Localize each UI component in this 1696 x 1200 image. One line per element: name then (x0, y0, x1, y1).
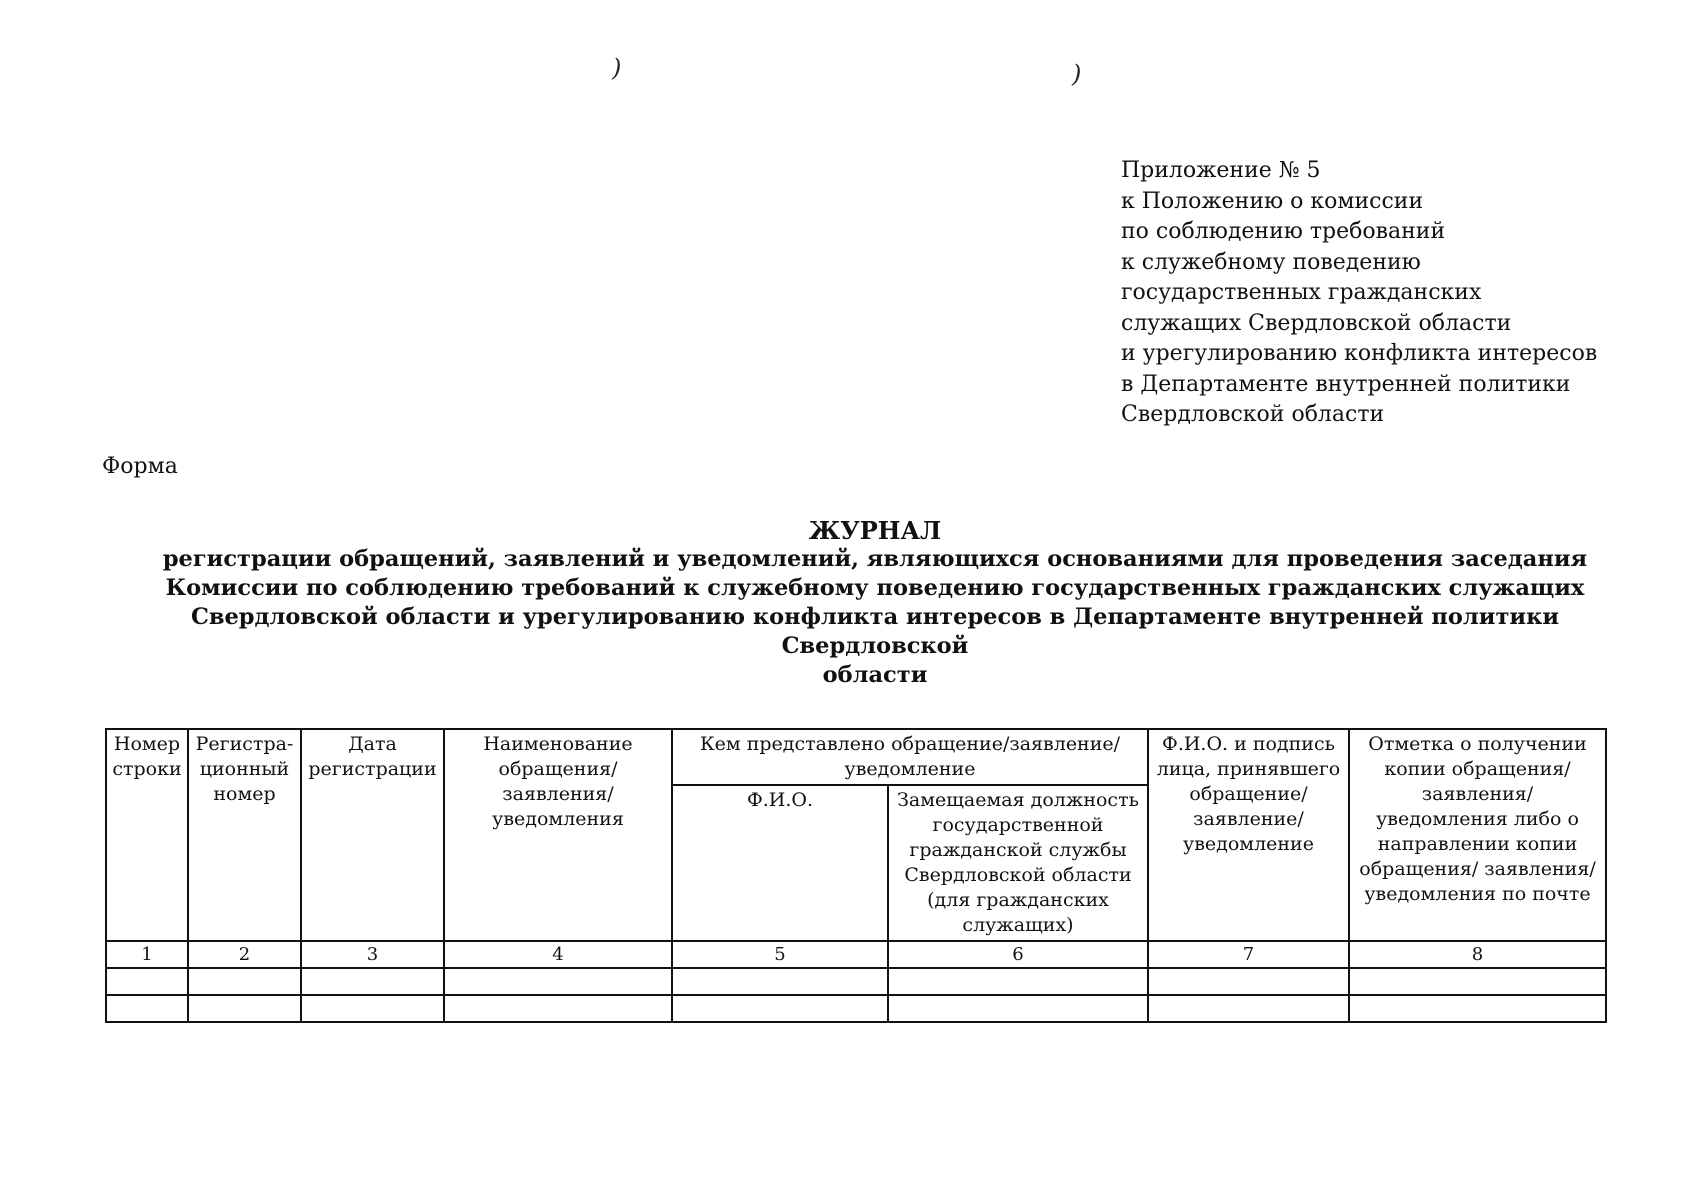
title-line: Комиссии по соблюдению требований к служебному поведению государственных гражданских служащих (165, 575, 1585, 601)
appendix-line: в Департаменте внутренней политики (1121, 371, 1571, 397)
table-cell (1148, 968, 1349, 995)
title-heading: ЖУРНАЛ (808, 516, 942, 545)
scan-mark: ) (1072, 60, 1082, 88)
scan-mark: ) (612, 54, 622, 82)
table-cell (188, 995, 301, 1022)
title-line: регистрации обращений, заявлений и уведомлений, являющихся основаниями для проведения заседания (162, 546, 1588, 572)
appendix-line: к служебному поведению (1121, 249, 1421, 275)
table-cell (1349, 995, 1606, 1022)
table-cell (188, 968, 301, 995)
appendix-line: к Положению о комиссии (1121, 188, 1424, 214)
table-cell (1148, 995, 1349, 1022)
title-line: Свердловской области и урегулированию конфликта интересов в Департаменте внутренней политики Свердловской (190, 604, 1560, 659)
table-cell (106, 995, 188, 1022)
appendix-line: по соблюдению требований (1121, 219, 1446, 244)
column-number: 2 (188, 941, 301, 968)
column-number: 3 (301, 941, 444, 968)
col-header-submitted-by: Кем представлено обращение/заявление/уведомление (672, 729, 1148, 785)
column-number: 5 (672, 941, 888, 968)
appendix-note (1121, 156, 1641, 431)
table-row (106, 968, 1606, 995)
col-header-reg-date: Дата регистрации (301, 729, 444, 941)
table-cell (106, 968, 188, 995)
table-cell (888, 968, 1148, 995)
title-line: области (822, 662, 928, 688)
column-number: 4 (444, 941, 672, 968)
appendix-line: служащих Свердловской области (1121, 310, 1512, 336)
column-number: 6 (888, 941, 1148, 968)
col-header-reg-number: Регистра-ционный номер (188, 729, 301, 941)
col-header-copy-mark: Отметка о получении копии обращения/ заявления/ уведомления либо о направлении копии обращения/ заявления/ уведомления по почте (1349, 729, 1606, 941)
table-cell (672, 995, 888, 1022)
table-cell (1349, 968, 1606, 995)
table-cell (301, 968, 444, 995)
column-numbers-row (106, 941, 1606, 968)
col-header-row-number: Номер строки (106, 729, 188, 941)
appendix-line: и урегулированию конфликта интересов (1121, 341, 1598, 366)
table-cell (301, 995, 444, 1022)
table-cell (888, 995, 1148, 1022)
appendix-line: государственных гражданских (1121, 280, 1482, 305)
column-number: 7 (1148, 941, 1349, 968)
col-header-position: Замещаемая должность государственной гражданской службы Свердловской области (для гражданских служащих) (888, 785, 1148, 941)
column-number: 1 (106, 941, 188, 968)
appendix-line: Свердловской области (1121, 402, 1385, 427)
table-cell (444, 968, 672, 995)
table-row (106, 995, 1606, 1022)
journal-title (110, 517, 1640, 690)
journal-table (105, 728, 1607, 1023)
table-cell (444, 995, 672, 1022)
col-header-full-name: Ф.И.О. (672, 785, 888, 941)
col-header-request-name: Наименование обращения/заявления/ уведомления (444, 729, 672, 941)
col-header-receiver: Ф.И.О. и подпись лица, принявшего обращение/ заявление/ уведомление (1148, 729, 1349, 941)
appendix-line: Приложение № 5 (1121, 158, 1321, 183)
table-cell (672, 968, 888, 995)
form-label: Форма (102, 454, 178, 479)
column-number: 8 (1349, 941, 1606, 968)
